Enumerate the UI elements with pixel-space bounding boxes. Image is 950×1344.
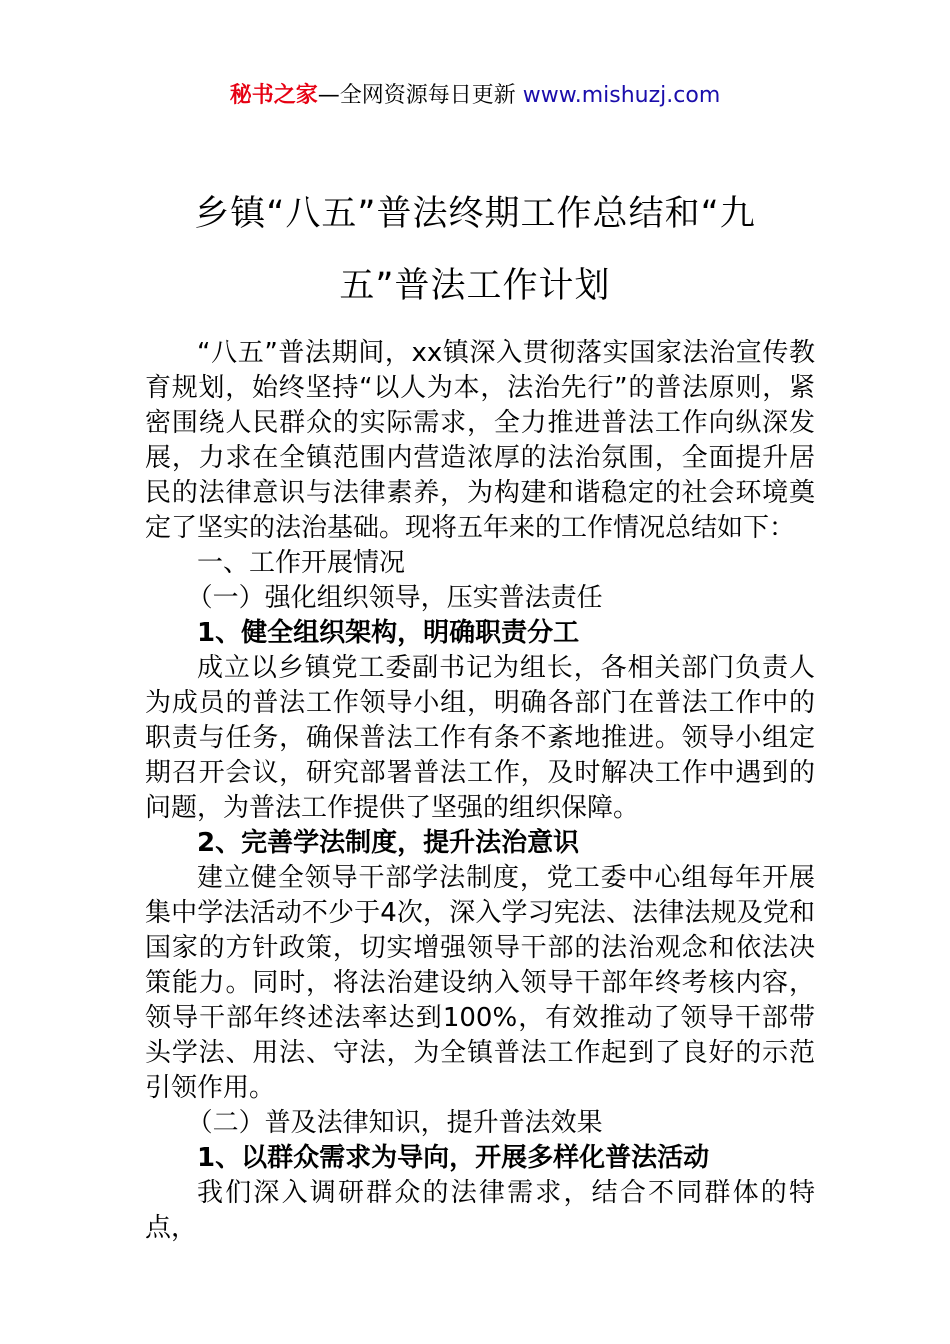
title-line-2: 五”普法工作计划 [339,266,611,306]
site-header-banner [0,80,950,112]
section-heading-1: 一、工作开展情况 [197,548,406,578]
item-heading-2-1: 1、以群众需求为导向，开展多样化普法活动 [197,1143,710,1173]
subsection-heading-2: （二）普及法律知识，提升普法效果 [186,1108,603,1138]
header-tagline: —全网资源每日更新 [317,83,516,108]
document-title [140,178,810,322]
body-paragraph: 我们深入调研群众的法律需求，结合不同群体的特点， [145,1178,815,1243]
site-url-link[interactable]: www.mishuzj.com [522,83,721,108]
body-paragraph: 建立健全领导干部学法制度，党工委中心组每年开展集中学法活动不少于4次，深入学习宪法、法律法规及党和国家的方针政策，切实增强领导干部的法治观念和依法决策能力。同时，将法治建设纳入领导干部年终考核内容，领导干部年终述法率达到100%，有效推动了领导干部带头学法、用法、守法，为全镇普法工作起到了良好的示范引领作用。 [145,863,815,1103]
document-body [145,336,815,1246]
title-line-1: 乡镇“八五”普法终期工作总结和“九 [194,194,756,234]
body-paragraph: 成立以乡镇党工委副书记为组长，各相关部门负责人为成员的普法工作领导小组，明确各部门在普法工作中的职责与任务，确保普法工作有条不紊地推进。领导小组定期召开会议，研究部署普法工作，及时解决工作中遇到的问题，为普法工作提供了坚强的组织保障。 [145,653,815,823]
item-heading-1-1: 1、健全组织架构，明确职责分工 [197,618,580,648]
subsection-heading-1: （一）强化组织领导，压实普法责任 [186,583,603,613]
brand-name: 秘书之家 [229,83,318,108]
item-heading-1-2: 2、完善学法制度，提升法治意识 [197,828,580,858]
intro-paragraph: “八五”普法期间，xx镇深入贯彻落实国家法治宣传教育规划，始终坚持“以人为本，法治先行”的普法原则，紧密围绕人民群众的实际需求，全力推进普法工作向纵深发展，力求在全镇范围内营造浓厚的法治氛围，全面提升居民的法律意识与法律素养，为构建和谐稳定的社会环境奠定了坚实的法治基础。现将五年来的工作情况总结如下： [145,338,815,543]
